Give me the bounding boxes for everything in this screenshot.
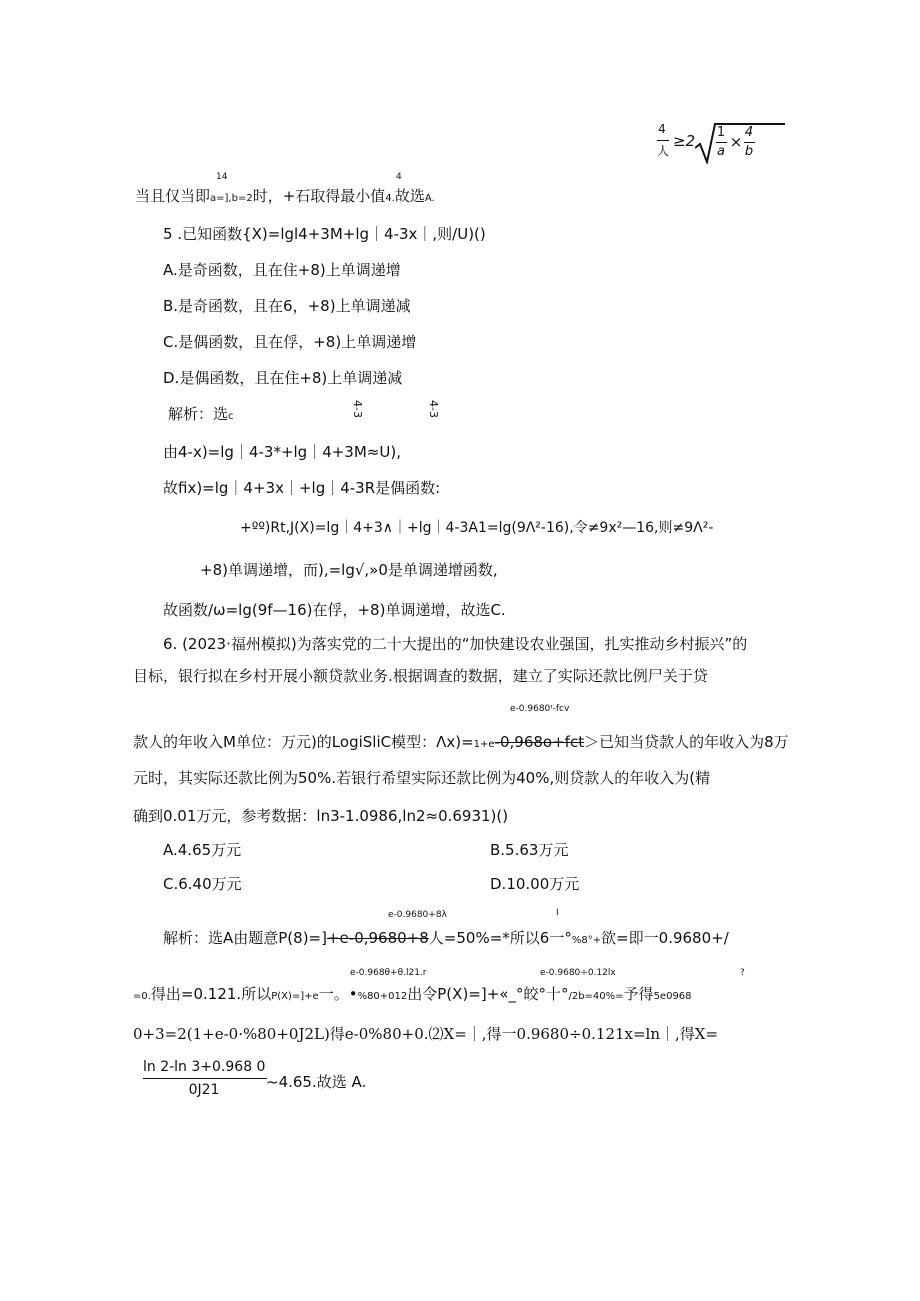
q5-option-b: B.是奇函数，且在6，+8)上单调递减 — [163, 297, 411, 315]
line-equality-condition: 当且仅当即a=],b=2时，+石取得最小值4.故选A. — [135, 187, 435, 205]
q6-fraction-denominator: 0J21 — [188, 1082, 220, 1098]
q6-analysis-line-1: 解析：选A由题意P(8)=]+e-0,9680+8人=50%=*所以6一°%8°+欲=即一0.9680+/ — [163, 929, 729, 947]
q6-analysis-superscript-d: e-0.9680÷0.12lx — [540, 968, 616, 978]
q5-step-2: 故fix)=lg｜4+3x｜+lg｜4-3R是偶函数: — [163, 479, 441, 497]
q5-option-c: C.是偶函数，且在俘，+8)上单调递增 — [163, 333, 417, 351]
q6-option-d: D.10.00万元 — [490, 875, 580, 893]
q5-step-3: +ºº)Rt,J(X)=lg｜4+3∧｜+lg｜4-3A1=lg(9Λ²-16),令≠9x²—16,则≠9Λ²- — [240, 520, 714, 536]
sqrt-times: × — [729, 133, 743, 151]
q6-line-4: 元时，其实际还款比例为50%.若银行希望实际还款比例为40%,则贷款人的年收入为(精 — [133, 769, 711, 787]
q6-result-fraction — [143, 1058, 273, 1102]
top-ge-two: ≥2 — [673, 132, 696, 150]
q6-line-3: 款人的年收入M单位：万元)的LogiSliC模型：Λx)=1+e-0,968o+fct＞已知当贷款人的年收入为8万 — [133, 733, 789, 751]
q6-fraction-bar — [143, 1078, 267, 1079]
q6-analysis-superscript-c: e-0.968θ+θ.l21.r — [350, 968, 427, 978]
top-formula — [655, 120, 785, 165]
q5-step-4: +8)单调递增，而),=lg√,»0是单调递增函数, — [200, 561, 498, 579]
q6-line-1: 6. (2023·福州模拟)为落实党的二十大提出的“加快建设农业强国，扎实推动乡村振兴”的 — [163, 635, 748, 653]
sqrt-a-denominator: a — [717, 144, 725, 159]
q6-option-b: B.5.63万元 — [490, 841, 569, 859]
sqrt-a-numerator: 1 — [716, 125, 726, 140]
q6-line-2: 目标，银行拟在乡村开展小额贷款业务.根据调查的数据，建立了实际还款比例尸关于贷 — [133, 667, 708, 685]
q6-fraction-numerator: ln 2-ln 3+0.968 0 — [143, 1059, 266, 1075]
q5-stem: 5 .已知函数{X)=lgl4+3M+lg｜4-3x｜,则/U)() — [163, 225, 486, 243]
q6-analysis-line-3: 0+3=2(1+e-0·%80+0J2L)得e-0%80+0.⑵X=｜,得一0.9680÷0.121x=ln｜,得X= — [133, 1025, 719, 1043]
q5-step-1: 由4-x)=lg｜4-3*+lg｜4+3M≈U), — [163, 443, 401, 461]
q6-option-a: A.4.65万元 — [163, 841, 242, 859]
q6-analysis-superscript-e: ? — [740, 968, 745, 978]
q6-analysis-superscript-a: e-0.9680+8λ — [388, 910, 447, 920]
q6-option-c: C.6.40万元 — [163, 875, 242, 893]
q6-analysis-line-2: =0.得出=0.121.所以P(X)=]+e一。•%80+012出令P(X)=]+«_°皎°十°/2b=40%=予得5e0968 — [133, 985, 692, 1003]
sqrt-b-numerator: 4 — [744, 125, 754, 140]
q5-option-d: D.是偶函数，且在住+8)上单调递减 — [163, 369, 403, 387]
top-frac-bar — [657, 140, 669, 141]
q5-rotated-fraction-1: 4-3 — [351, 400, 364, 418]
q6-analysis-superscript-b: I — [556, 908, 559, 918]
q6-final-answer: ~4.65.故选 A. — [266, 1073, 367, 1091]
q5-option-a: A.是奇函数，且在住+8)上单调递增 — [163, 261, 401, 279]
top-frac-numerator: 4 — [658, 122, 666, 136]
q5-analysis-label: 解析：选c — [168, 405, 234, 423]
q6-line-5: 确到0.01万元，参考数据：ln3-1.0986,ln2≈0.6931)() — [133, 807, 509, 825]
superscript-4: 4 — [396, 172, 402, 182]
q6-model-superscript: e-0.9680ᶦ-fcv — [510, 704, 570, 714]
q5-rotated-fraction-2: 4-3 — [427, 400, 440, 418]
sqrt-b-denominator: b — [744, 144, 754, 159]
superscript-14: 14 — [216, 172, 228, 182]
top-frac-denominator: 人 — [656, 144, 669, 158]
q5-step-5: 故函数/ω=lg(9f—16)在俘，+8)单调递增，故选C. — [163, 601, 506, 619]
